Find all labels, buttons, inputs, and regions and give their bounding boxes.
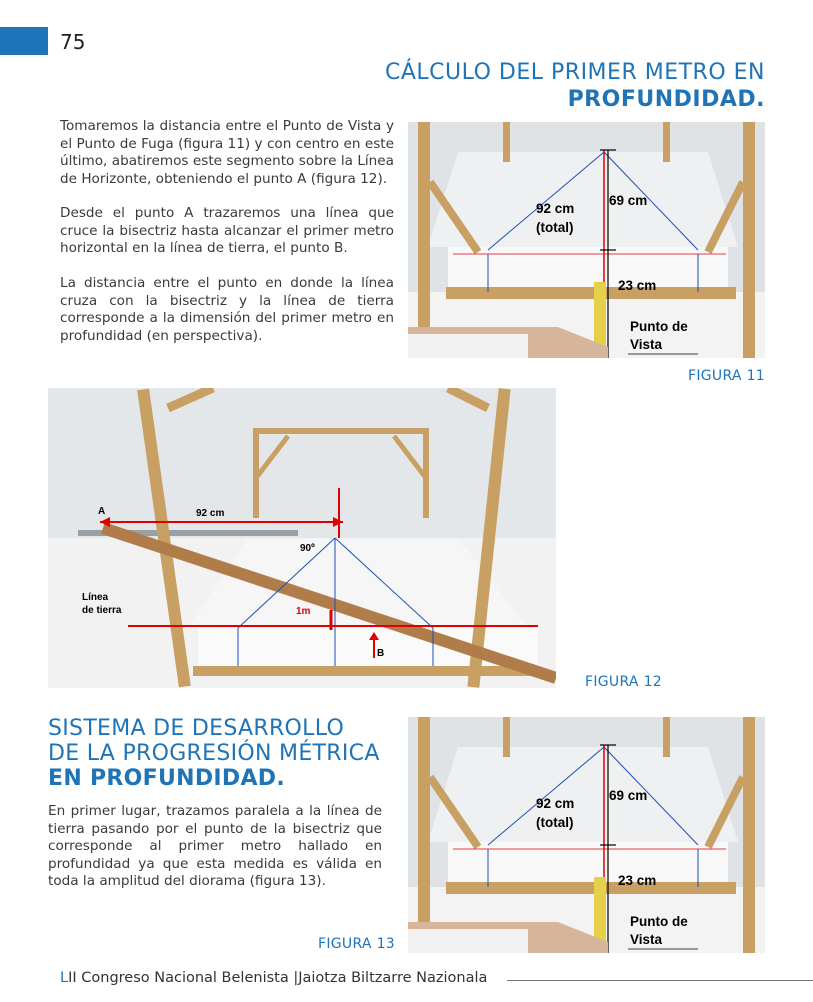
fig12-label-angle: 90º — [300, 543, 315, 554]
fig11-label-depth: 69 cm — [609, 193, 648, 208]
paragraph-2: Desde el punto A trazaremos una línea que cruce la bisectriz hasta alcanzar el primer metro horizontal en la línea de tierra, el punto B. — [60, 205, 394, 256]
fig11-label-pv-1: Punto de — [630, 319, 688, 334]
fig12-label-ground-2: de tierra — [82, 605, 122, 616]
fig11-label-pv-2: Vista — [630, 337, 663, 352]
section-title-progresion — [48, 716, 380, 791]
figure-11-photo — [408, 122, 765, 358]
fig13-label-total: 92 cm — [536, 796, 575, 811]
figure-13-photo — [408, 717, 765, 953]
footer-initial: L — [60, 970, 69, 986]
section-title-line2: PROFUNDIDAD. — [567, 87, 765, 112]
fig12-label-ground-1: Línea — [82, 592, 109, 603]
section2-title-line1: SISTEMA DE DESARROLLO — [48, 716, 345, 741]
fig11-label-near: 23 cm — [618, 278, 657, 293]
page-number: 75 — [60, 30, 86, 54]
footer-text: II Congreso Nacional Belenista |Jaiotza Biltzarre Nazionala — [68, 970, 488, 986]
fig13-label-pv-1: Punto de — [630, 914, 688, 929]
figure-12-caption: FIGURA 12 — [585, 674, 662, 690]
fig11-label-total-sub: (total) — [536, 220, 574, 235]
footer-rule — [507, 980, 813, 981]
section2-title-line3: EN PROFUNDIDAD. — [48, 766, 286, 791]
figure-11-caption: FIGURA 11 — [688, 368, 765, 384]
paragraph-1: Tomaremos la distancia entre el Punto de Vista y el Punto de Fuga (figura 11) y con centro en este último, abatiremos este segmento sobre la Línea de Horizonte, obteniendo el punto A (figura 12). — [60, 118, 394, 187]
fig13-label-near: 23 cm — [618, 873, 657, 888]
fig12-label-a: A — [98, 506, 106, 517]
footer — [60, 970, 487, 986]
section-title-primer-metro — [385, 60, 765, 112]
paragraph-4: En primer lugar, trazamos paralela a la línea de tierra pasando por el punto de la bisectriz que corresponde al primer metro hallado en profundidad ya que esta medida es válida en toda la amplitud del diorama (figura 13). — [48, 803, 382, 889]
fig13-label-total-sub: (total) — [536, 815, 574, 830]
fig12-label-b: B — [377, 648, 385, 659]
section2-title-line2: DE LA PROGRESIÓN MÉTRICA — [48, 741, 380, 766]
fig13-label-depth: 69 cm — [609, 788, 648, 803]
page-number-tab — [0, 27, 48, 55]
fig11-label-total: 92 cm — [536, 201, 575, 216]
figure-13-caption: FIGURA 13 — [318, 936, 395, 952]
paragraph-3: La distancia entre el punto en donde la línea cruza con la bisectriz y la línea de tierra corresponde a la dimensión del primer metro en profundidad (en perspectiva). — [60, 275, 394, 344]
fig12-label-distance: 92 cm — [196, 508, 225, 519]
fig13-label-pv-2: Vista — [630, 932, 663, 947]
fig12-label-meter: 1m — [296, 606, 311, 617]
figure-12-photo — [48, 388, 556, 688]
section-title-line1: CÁLCULO DEL PRIMER METRO EN — [385, 60, 765, 85]
